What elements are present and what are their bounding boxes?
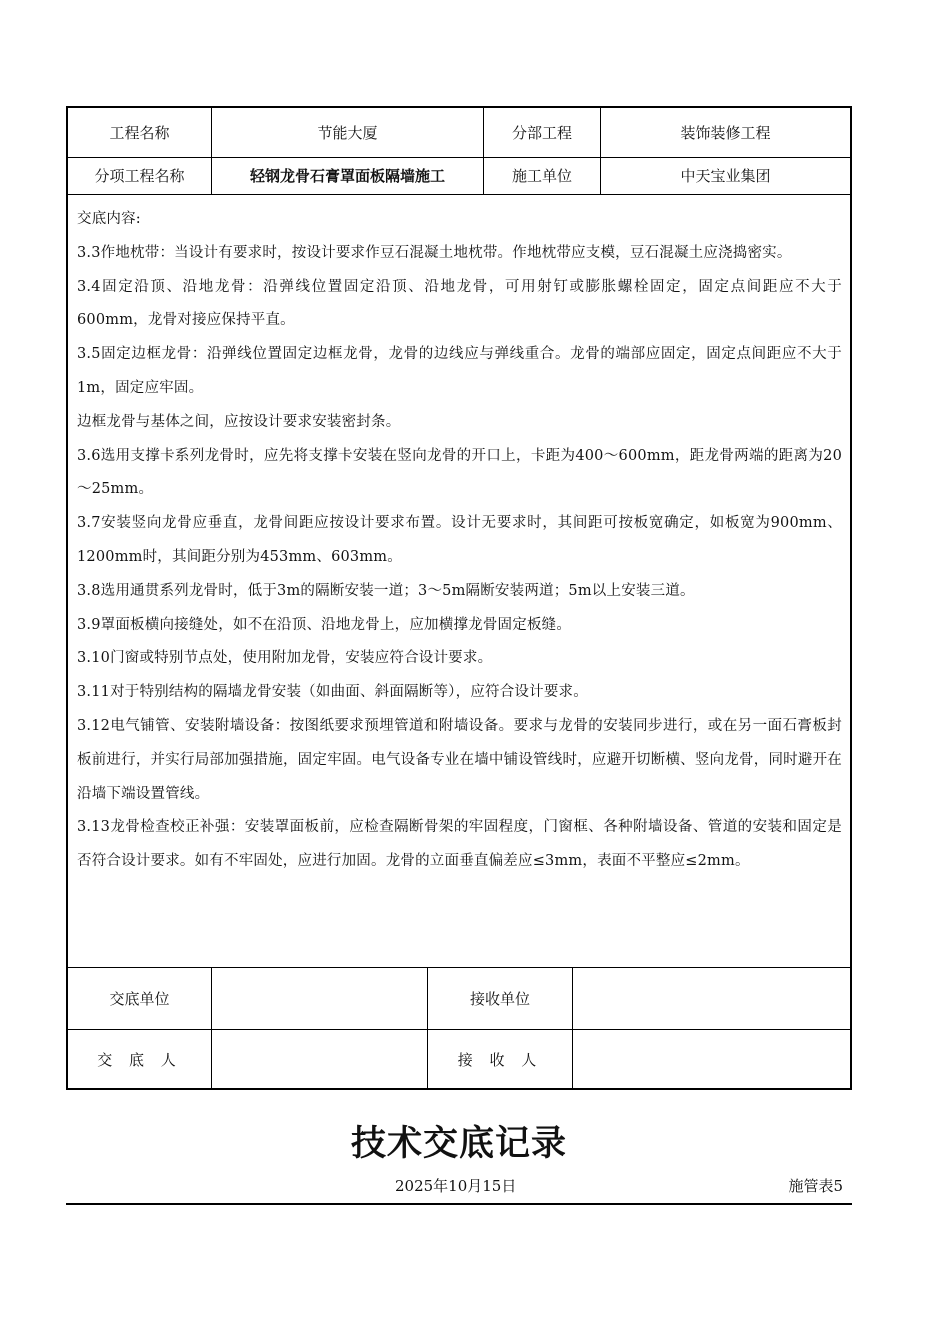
content-paragraph: 边框龙骨与基体之间，应按设计要求安装密封条。 — [77, 413, 401, 430]
contractor-label: 施工单位 — [483, 157, 600, 194]
form-number: 施管表5 — [788, 1177, 843, 1195]
header-row-1 — [68, 108, 850, 158]
content-paragraph: 3.3作地枕带：当设计有要求时，按设计要求作豆石混凝土地枕带。作地枕带应支模，豆石混凝土应浇捣密实。 — [77, 244, 792, 261]
division-label: 分部工程 — [483, 108, 600, 157]
content-paragraph: 3.8选用通贯系列龙骨时，低于3m的隔断安装一道；3～5m隔断安装两道；5m以上安装三道。 — [77, 582, 695, 599]
content-paragraph: 3.4固定沿顶、沿地龙骨：沿弹线位置固定沿顶、沿地龙骨，可用射钉或膨胀螺栓固定，固定点间距应不大于600mm，龙骨对接应保持平直。 — [77, 278, 842, 329]
receiver-unit-label: 接收单位 — [427, 968, 572, 1029]
footer-rule — [66, 1203, 852, 1205]
header-row-2 — [68, 157, 850, 195]
content-heading: 交底内容: — [77, 211, 141, 227]
project-name-label: 工程名称 — [109, 124, 170, 142]
document-title: 技术交底记录 — [350, 1124, 567, 1164]
disclosure-form — [66, 106, 852, 1090]
document-date: 2025年10月15日 — [395, 1177, 517, 1195]
content-paragraph: 3.9罩面板横向接缝处，如不在沿顶、沿地龙骨上，应加横撑龙骨固定板缝。 — [77, 616, 572, 633]
content-paragraph: 3.11对于特别结构的隔墙龙骨安装（如曲面、斜面隔断等），应符合设计要求。 — [77, 684, 588, 701]
content-paragraph: 3.12电气铺管、安装附墙设备：按图纸要求预埋管道和附墙设备。要求与龙骨的安装同步进行，或在另一面石膏板封板前进行，并实行局部加强措施，固定牢固。电气设备专业在墙中铺设管线时，应避开切断横、竖向龙骨，同时避开在沿墙下端设置管线。 — [77, 717, 842, 802]
subitem-value: 轻钢龙骨石膏罩面板隔墙施工 — [211, 157, 483, 194]
issuer-unit-field[interactable] — [211, 968, 427, 1029]
division-value: 装饰装修工程 — [600, 108, 850, 157]
signoff-row-units — [68, 967, 850, 1030]
issuer-field[interactable] — [211, 1028, 427, 1090]
content-paragraph: 3.6选用支撑卡系列龙骨时，应先将支撑卡安装在竖向龙骨的开口上，卡距为400～600mm，距龙骨两端的距离为20～25mm。 — [77, 447, 842, 498]
receiver-field[interactable] — [572, 1028, 850, 1090]
content-paragraph: 3.7安装竖向龙骨应垂直，龙骨间距应按设计要求布置。设计无要求时，其间距可按板宽确定，如板宽为900mm、1200mm时，其间距分别为453mm、603mm。 — [77, 515, 842, 565]
receiver-label: 接 收 人 — [427, 1028, 572, 1090]
project-name-value: 节能大厦 — [211, 108, 483, 157]
issuer-label: 交 底 人 — [97, 1050, 182, 1069]
content-paragraph: 3.5固定边框龙骨：沿弹线位置固定边框龙骨，龙骨的边线应与弹线重合。龙骨的端部应固定，固定点间距应不大于1m，固定应牢固。 — [77, 346, 842, 396]
receiver-unit-field[interactable] — [572, 968, 850, 1029]
subitem-label: 分项工程名称 — [94, 167, 185, 185]
signoff-row-persons — [68, 1028, 850, 1090]
contractor-value: 中天宝业集团 — [600, 157, 850, 194]
content-paragraph: 3.13龙骨检查校正补强：安装罩面板前，应检查隔断骨架的牢固程度，门窗框、各种附墙设备、管道的安装和固定是否符合设计要求。如有不牢固处，应进行加固。龙骨的立面垂直偏差应≤3mm，表面不平整应≤2mm。 — [77, 819, 842, 870]
content-paragraph: 3.10门窗或特别节点处，使用附加龙骨，安装应符合设计要求。 — [77, 650, 493, 667]
issuer-unit-label: 交底单位 — [109, 990, 170, 1008]
disclosure-content — [77, 203, 842, 1063]
